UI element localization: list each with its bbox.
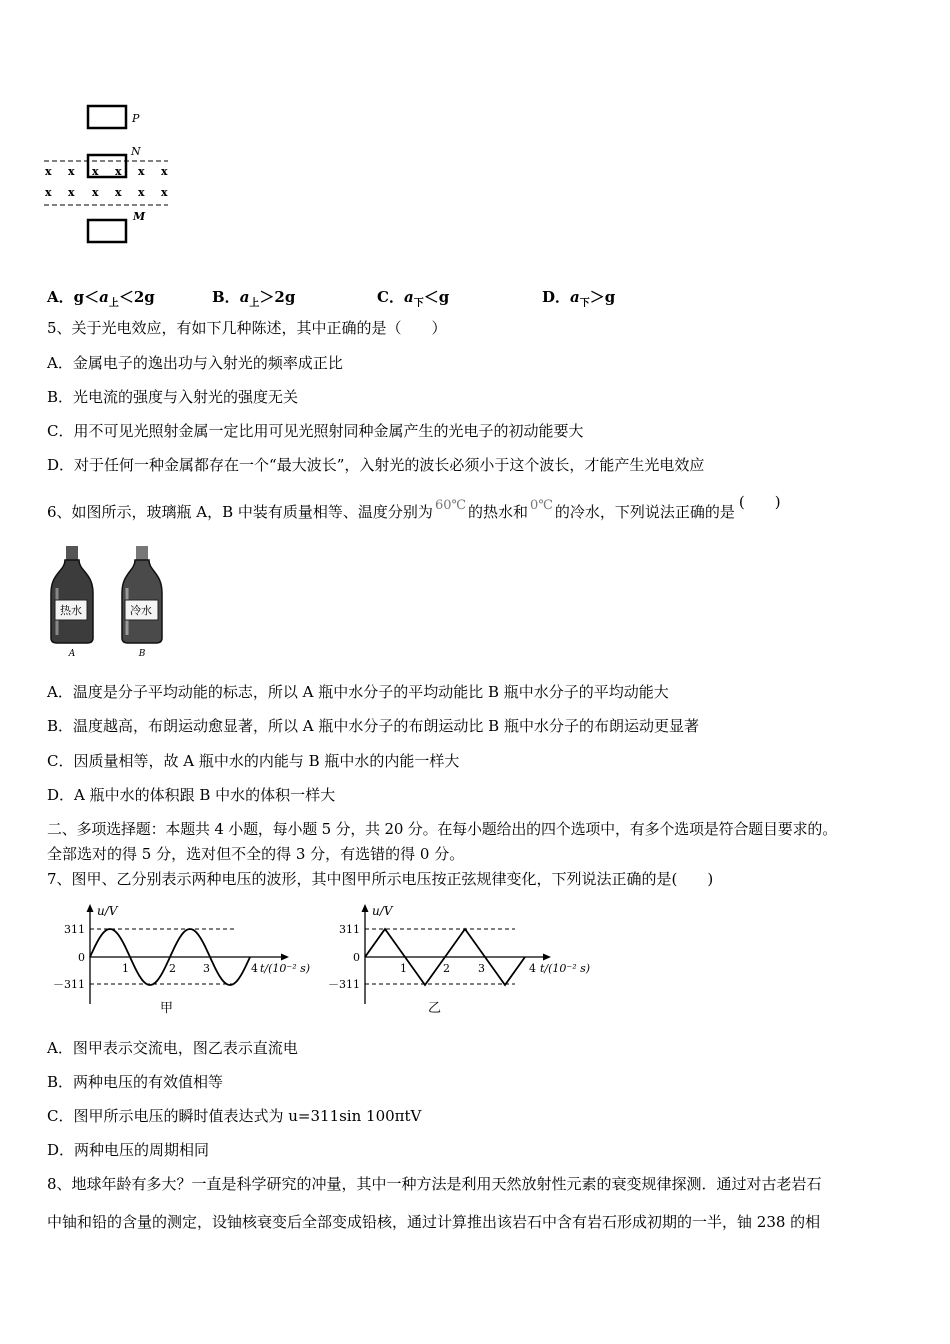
y-max-label: 311	[339, 923, 360, 936]
section2-line2: 全部选对的得 5 分，选对但不全的得 3 分，有选错的得 0 分。	[47, 845, 465, 863]
temp-hot: 60℃	[434, 498, 467, 513]
cross-mark: x	[115, 165, 122, 178]
option-var: a	[99, 288, 109, 306]
cross-mark: x	[115, 186, 122, 199]
x-axis-label: t/(10⁻² s)	[540, 962, 591, 975]
coil-m	[88, 220, 126, 242]
option-var: a	[403, 288, 414, 306]
x-tick-1: 1	[400, 962, 407, 975]
x-axis-arrow	[543, 954, 551, 961]
q8-line1: 8、地球年龄有多大？一直是科学研究的冲量，其中一种方法是利用天然放射性元素的衰变规律探测．通过对古老岩石	[47, 1175, 822, 1193]
y-axis-label: u/V	[97, 904, 118, 918]
x-tick-3: 3	[203, 962, 210, 975]
x-axis-arrow	[281, 954, 289, 961]
caption-right: 乙	[428, 1001, 442, 1016]
y-min-label: －311	[53, 978, 85, 991]
cross-mark: x	[92, 165, 99, 178]
q5-option-b: B．光电流的强度与入射光的强度无关	[47, 388, 299, 406]
cross-mark: x	[68, 186, 75, 199]
x-axis-label: t/(10⁻² s)	[260, 962, 311, 975]
bottle-b	[122, 546, 162, 643]
bottles-figure	[45, 543, 175, 663]
origin-label: 0	[78, 951, 85, 964]
q6-stem-part3: 的冷水，下列说法正确的是	[554, 503, 735, 521]
q6-option-c: C．因质量相等，故 A 瓶中水的内能与 B 瓶中水的内能一样大	[47, 752, 460, 770]
x-tick-2: 2	[169, 962, 176, 975]
option-pre: g＜	[73, 288, 100, 306]
cross-mark: x	[161, 165, 168, 178]
y-axis-label: u/V	[372, 904, 393, 918]
y-axis-arrow	[362, 904, 369, 912]
cross-mark: x	[45, 165, 52, 178]
bottle-a-label: 热水	[60, 604, 82, 617]
option-post: ＜g	[423, 288, 450, 306]
option-key: A．	[47, 288, 74, 306]
option-post: ＞2g	[259, 288, 296, 306]
coil-p	[88, 106, 126, 128]
chart-right	[328, 904, 590, 1016]
q6-option-a: A．温度是分子平均动能的标志，所以 A 瓶中水分子的平均动能比 B 瓶中水分子的平均动能大	[47, 683, 669, 701]
q4-option-a	[47, 286, 155, 309]
q4-option-d	[542, 286, 615, 309]
y-axis-arrow	[87, 904, 94, 912]
option-sub: 上	[108, 298, 119, 309]
temp-cold: 0℃	[530, 498, 553, 513]
cross-mark: x	[45, 186, 52, 199]
option-sub: 上	[249, 298, 260, 309]
option-var: a	[239, 288, 250, 306]
y-max-label: 311	[64, 923, 85, 936]
voltage-charts	[45, 896, 605, 1021]
bottle-b-caption: B	[138, 649, 146, 659]
label-m: M	[133, 210, 146, 223]
q7-option-a: A．图甲表示交流电，图乙表示直流电	[47, 1039, 298, 1057]
q8-line2: 中铀和铅的含量的测定，设铀核衰变后全部变成铅核，通过计算推出该岩石中含有岩石形成初期的一半，铀 238 的相	[47, 1213, 821, 1231]
option-sub: 下	[413, 298, 424, 309]
q7-option-d: D．两种电压的周期相同	[47, 1141, 210, 1159]
option-key: D．	[542, 288, 571, 306]
bottle-b-label: 冷水	[130, 604, 152, 617]
caption-left: 甲	[160, 1001, 174, 1016]
q6-answer-paren: ( )	[738, 493, 781, 511]
field-crosses	[45, 165, 168, 199]
option-key: B．	[212, 288, 240, 306]
q6-stem-part1: 6、如图所示，玻璃瓶 A，B 中装有质量相等、温度分别为	[47, 503, 433, 521]
magnetic-field-figure	[40, 98, 175, 248]
q6-option-b: B．温度越高，布朗运动愈显著，所以 A 瓶中水分子的布朗运动比 B 瓶中水分子的布朗运动更显著	[47, 717, 699, 735]
chart-left	[53, 904, 310, 1016]
q6-option-d: D．A 瓶中水的体积跟 B 中水的体积一样大	[47, 786, 336, 804]
q5-stem: 5、关于光电效应，有如下几种陈述，其中正确的是（ ）	[47, 319, 447, 337]
q5-option-d: D．对于任何一种金属都存在一个“最大波长”，入射光的波长必须小于这个波长，才能产生光电效应	[47, 456, 705, 474]
label-n: N	[131, 145, 141, 158]
q6-stem	[47, 493, 781, 524]
cross-mark: x	[68, 165, 75, 178]
x-tick-4: 4	[251, 962, 258, 975]
x-tick-2: 2	[443, 962, 450, 975]
label-p: P	[132, 112, 140, 125]
q4-option-b	[212, 286, 295, 309]
q7-option-c: C．图甲所示电压的瞬时值表达式为 u=311sin 100πtV	[47, 1107, 422, 1125]
cross-mark: x	[138, 186, 145, 199]
y-min-label: －311	[328, 978, 360, 991]
x-tick-1: 1	[122, 962, 129, 975]
bottle-a	[51, 546, 93, 643]
option-var: a	[570, 288, 580, 306]
option-post: ＜2g	[118, 288, 155, 306]
q5-option-a: A．金属电子的逸出功与入射光的频率成正比	[47, 354, 343, 372]
option-key: C．	[377, 288, 404, 306]
option-sub: 下	[579, 298, 590, 309]
bottle-a-caption: A	[68, 649, 76, 659]
option-post: ＞g	[589, 288, 616, 306]
cross-mark: x	[161, 186, 168, 199]
x-tick-3: 3	[478, 962, 485, 975]
q7-option-b: B．两种电压的有效值相等	[47, 1073, 224, 1091]
cross-mark: x	[92, 186, 99, 199]
q6-stem-part2: 的热水和	[468, 503, 529, 521]
q4-option-c	[377, 286, 449, 309]
origin-label: 0	[353, 951, 360, 964]
q7-stem: 7、图甲、乙分别表示两种电压的波形，其中图甲所示电压按正弦规律变化，下列说法正确的是( )	[47, 870, 714, 888]
section2-line1: 二、多项选择题：本题共 4 小题，每小题 5 分，共 20 分。在每小题给出的四个选项中，有多个选项是符合题目要求的。	[47, 820, 837, 838]
q5-option-c: C．用不可见光照射金属一定比用可见光照射同种金属产生的光电子的初动能要大	[47, 422, 584, 440]
x-tick-4: 4	[529, 962, 536, 975]
cross-mark: x	[138, 165, 145, 178]
